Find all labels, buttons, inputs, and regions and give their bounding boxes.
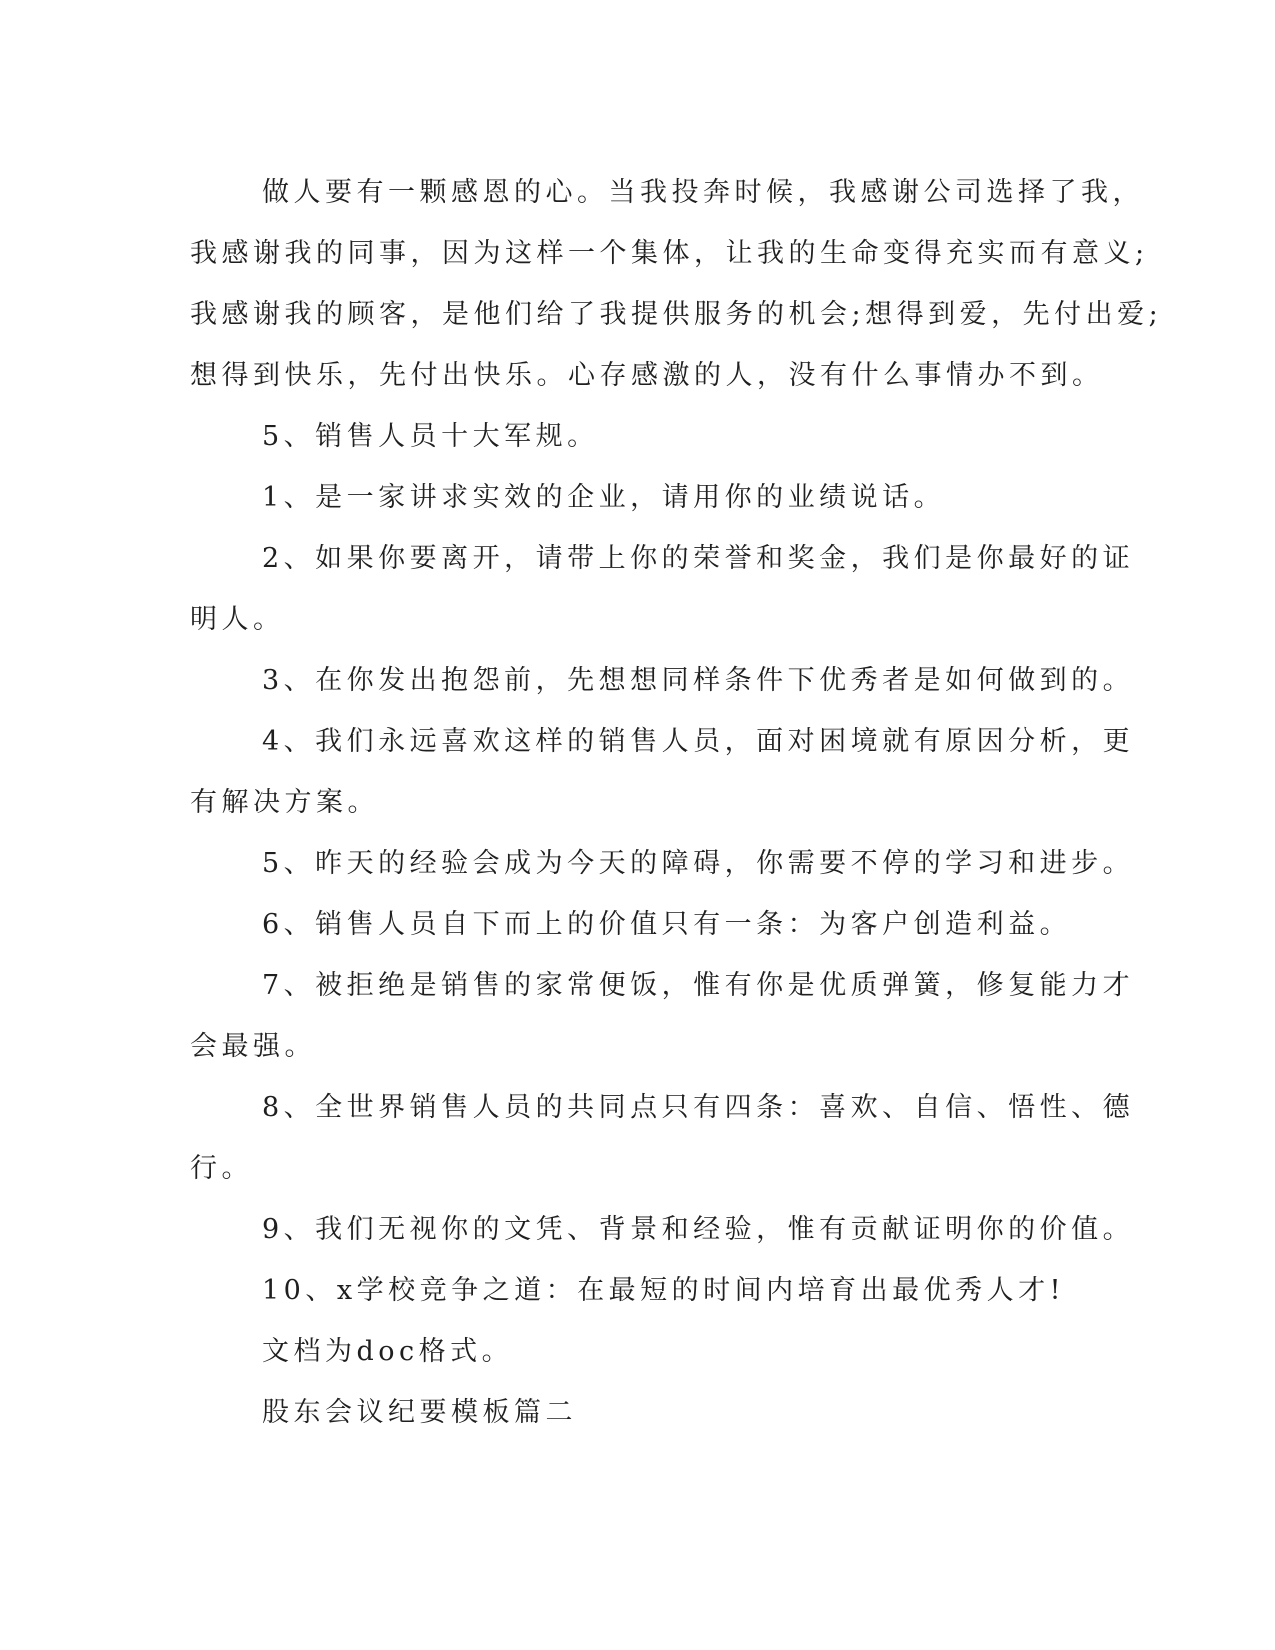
- list-item: 3、在你发出抱怨前，先想想同样条件下优秀者是如何做到的。: [262, 665, 1135, 696]
- list-item: 2、如果你要离开，请带上你的荣誉和奖金，我们是你最好的证: [262, 543, 1135, 574]
- list-item: 1、是一家讲求实效的企业，请用你的业绩说话。: [262, 482, 946, 513]
- section-heading: 5、销售人员十大军规。: [262, 421, 599, 452]
- paragraph-line: 想得到快乐，先付出快乐。心存感激的人，没有什么事情办不到。: [190, 360, 1104, 391]
- list-item-continuation: 有解决方案。: [190, 787, 379, 818]
- paragraph-line: 我感谢我的顾客，是他们给了我提供服务的机会;想得到爱，先付出爱;: [190, 299, 1163, 330]
- list-item-continuation: 明人。: [190, 604, 285, 635]
- list-item: 5、昨天的经验会成为今天的障碍，你需要不停的学习和进步。: [262, 848, 1135, 879]
- list-item: 6、销售人员自下而上的价值只有一条：为客户创造利益。: [262, 909, 1072, 940]
- document-body: [190, 162, 1163, 1443]
- list-item: 4、我们永远喜欢这样的销售人员，面对困境就有原因分析，更: [262, 726, 1135, 757]
- list-item: 10、x学校竞争之道：在最短的时间内培育出最优秀人才!: [262, 1275, 1065, 1306]
- list-item: 8、全世界销售人员的共同点只有四条：喜欢、自信、悟性、德: [262, 1092, 1135, 1123]
- section-title: 股东会议纪要模板篇二: [262, 1397, 577, 1428]
- list-item-continuation: 会最强。: [190, 1031, 316, 1062]
- list-item: 9、我们无视你的文凭、背景和经验，惟有贡献证明你的价值。: [262, 1214, 1135, 1245]
- list-item-continuation: 行。: [190, 1153, 253, 1184]
- list-item: 7、被拒绝是销售的家常便饭，惟有你是优质弹簧，修复能力才: [262, 970, 1135, 1001]
- format-note: 文档为doc格式。: [262, 1336, 514, 1367]
- paragraph-line: 我感谢我的同事，因为这样一个集体，让我的生命变得充实而有意义;: [190, 238, 1149, 269]
- paragraph-line: 做人要有一颗感恩的心。当我投奔时候，我感谢公司选择了我，: [262, 177, 1144, 208]
